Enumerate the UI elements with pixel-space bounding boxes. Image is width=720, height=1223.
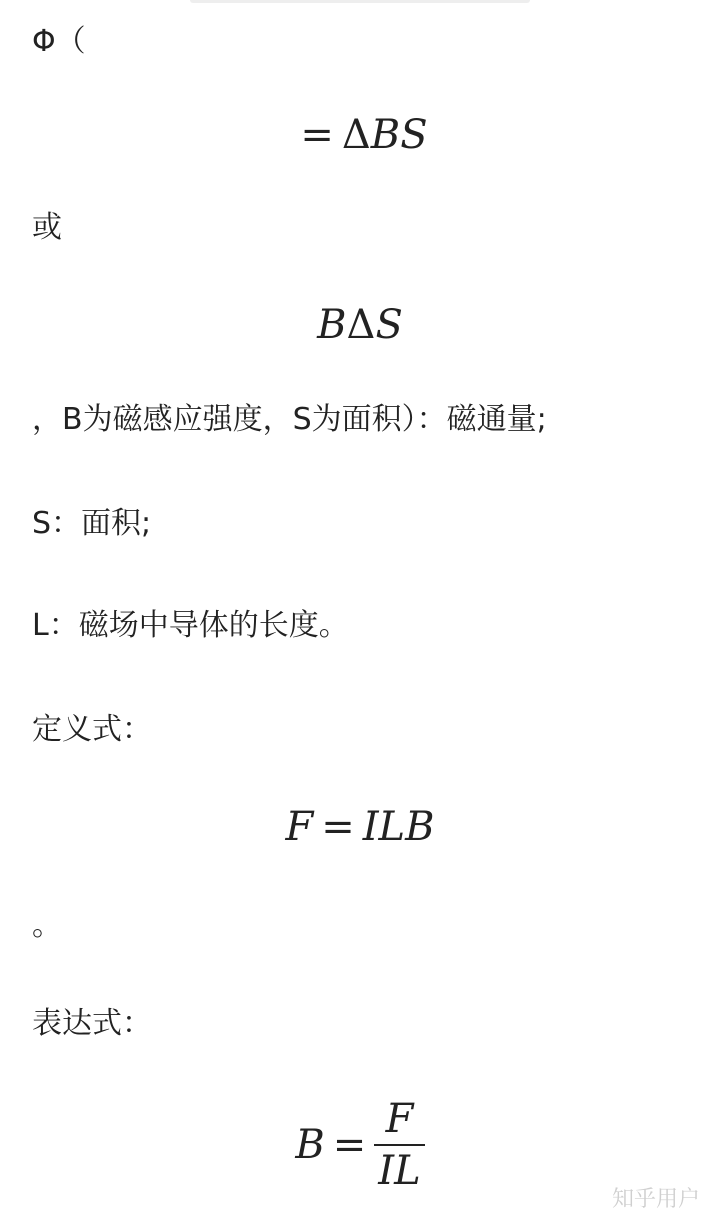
text-b-s-description: ，B为磁感应强度，S为面积）：磁通量; (32, 402, 547, 437)
text-expression-label: 表达式： (32, 1006, 152, 1041)
formula-b-f-over-il (0, 1096, 720, 1194)
formula-phi-delta-bs (0, 110, 720, 160)
equals-sign: = (332, 1122, 367, 1168)
text-phi-open: Φ（ (32, 24, 86, 59)
delta-symbol: Δ (346, 302, 376, 348)
text-definition-label: 定义式： (32, 712, 152, 747)
text-or: 或 (32, 210, 62, 245)
fraction (374, 1096, 424, 1194)
watermark: 知乎用户 (611, 1187, 700, 1212)
text-l-length: L：磁场中导体的长度。 (32, 608, 349, 643)
var-f: F (285, 804, 314, 850)
fraction-numerator: F (385, 1096, 414, 1142)
var-b: B (295, 1122, 325, 1168)
var-ilb: ILB (362, 804, 435, 850)
text-period: 。 (32, 908, 62, 943)
var-s: S (375, 302, 403, 348)
fraction-denominator: IL (378, 1148, 421, 1194)
delta-symbol: Δ (341, 112, 371, 158)
equals-sign: = (300, 112, 334, 158)
text-s-area: S：面积; (32, 506, 152, 541)
var-s: S (400, 112, 428, 158)
equals-sign: = (321, 804, 355, 850)
fraction-bar (374, 1144, 424, 1146)
var-b: B (370, 112, 401, 158)
top-divider (190, 0, 530, 3)
var-b: B (317, 302, 347, 348)
formula-f-ilb (0, 802, 720, 852)
formula-b-delta-s (0, 300, 720, 350)
